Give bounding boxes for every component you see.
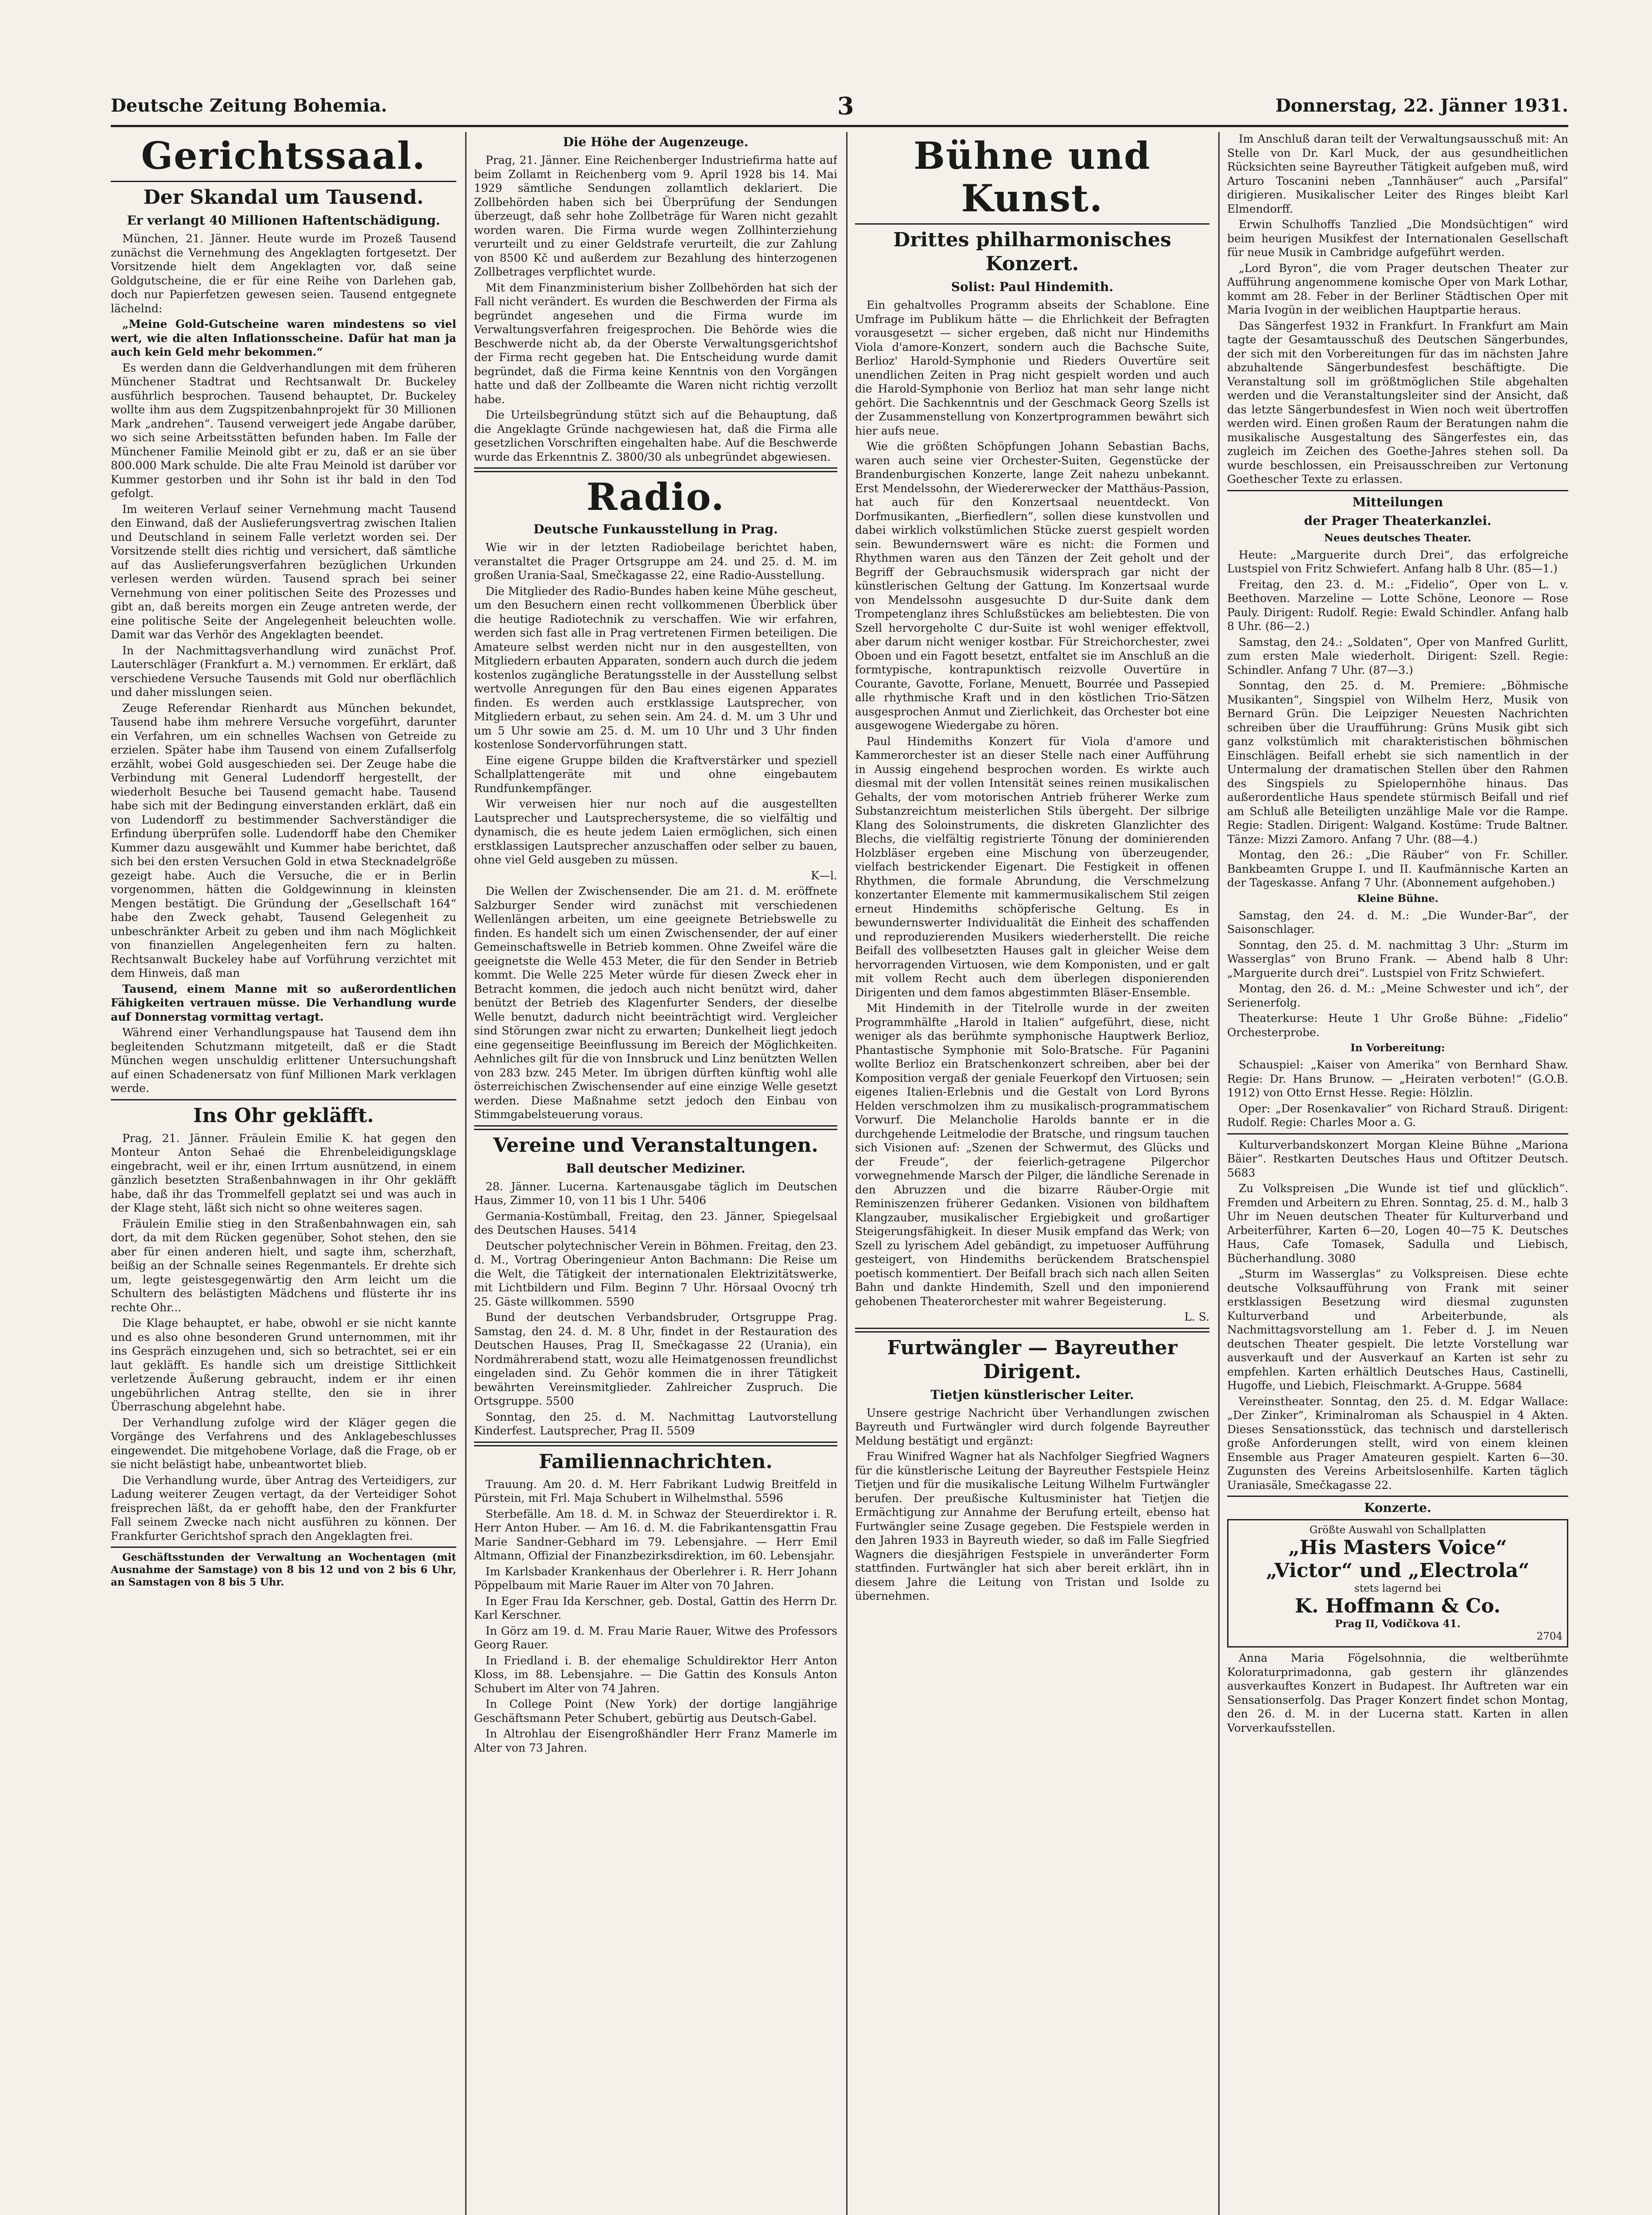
paragraph: Erwin Schulhoffs Tanzlied „Die Mondsüchtigen“ wird beim heurigen Musikfest der Internationalen Gesellschaft für neue Musik in Cambridge aufgeführt werden. (1227, 218, 1568, 259)
article-subtitle: Tietjen künstlerischer Leiter. (930, 1387, 1134, 1402)
divider (1227, 490, 1568, 491)
paragraph: Im Anschluß daran teilt der Verwaltungsausschuß mit: An Stelle von Dr. Karl Muck, der aus gesundheitlichen Rücksichten seine Bayreuther Tätigkeit aufgeben muß, wird Arturo Toscanini neben „Tannhäuser“ auch „Parsifal“ dirigieren. Musikalischer Leiter des Ringes bleibt Karl Elmendorff. (1227, 132, 1568, 215)
paragraph: In Eger Frau Ida Kerschner, geb. Dostal, Gattin des Herrn Dr. Karl Kerschner. (474, 1594, 837, 1621)
paragraph: Zu Volkspreisen „Die Wunde ist tief und glücklich“. Fremden und Arbeitern zu Ehren. Sonntag, 25. d. M., halb 3 Uhr im Neuen deutschen Theater für Kulturverband und Arbeiterführer, Karten 6—20, Logen 40—75 K. Deutsches Haus, Cafe Tomasek, Sadulla und Liebisch, Bücherhandlung. 3080 (1227, 1182, 1568, 1265)
paragraph: Wir verweisen hier nur noch auf die ausgestellten Lautsprecher und Lautsprechersysteme, die so vielfältig und dynamisch, die es heute jedem Laien ermöglichen, sich einen erstklassigen Lautsprecher anzuschaffen oder selber zu bauen, ohne viel Geld ausgeben zu müssen. (474, 797, 837, 866)
paragraph: Während einer Verhandlungspause hat Tausend dem ihn begleitenden Schutzmann mitgeteilt, daß er die Stadt München wegen unschuldig erlittener Untersuchungshaft auf einen Schadenersatz von fünf Millionen Mark verklagen werde. (111, 1026, 456, 1095)
column-2 (474, 132, 837, 2215)
paragraph: In College Point (New York) der dortige langjährige Geschäftsmann Peter Schubert, gebürtig aus Deutsch-Gabel. (474, 1698, 837, 1725)
article-subtitle: Ball deutscher Mediziner. (566, 1161, 746, 1176)
paragraph: Die Mitglieder des Radio-Bundes haben keine Mühe gescheut, um den Besuchern einen recht vollkommenen Überblick über die heutige Radiotechnik zu verschaffen. Wie wir erfahren, werden sich fast alle in Prag vertretenen Firmen beteiligen. Die Amateure selbst werden nicht nur in den ausgestellten, von Mitgliedern erbauten Apparaten, sondern auch durch die jedem kostenlos zugängliche Beratungsstelle in der Ausstellung selbst wertvolle Anregungen für den Bau eines eigenen Apparates finden. Es werden auch erstklassige Lautsprecher, von Mitgliedern erbaut, zu sehen sein. Am 24. d. M. um 3 Uhr und um 5 Uhr sowie am 25. d. M. um 10 Uhr und 3 Uhr finden kostenlose Sondervorführungen statt. (474, 584, 837, 751)
paragraph: Es werden dann die Geldverhandlungen mit dem früheren Münchener Stadtrat und Rechtsanwalt Dr. Buckeley ausführlich besprochen. Tausend behauptet, Dr. Buckeley wollte ihm aus dem Zugspitzenbahnprojekt für 30 Millionen Mark „andrehen“. Tausend verweigert jede Angabe darüber, wo sich seine Arbeitsstätten befunden haben. Im Falle der Münchener Familie Meinold gibt er zu, daß er an sie über 800.000 Mark schulde. Die alte Frau Meinold ist darüber vor Kummer gestorben und ihr Sohn ist ihr bald in den Tod gefolgt. (111, 361, 456, 500)
article-title: Ins Ohr gekläfft. (193, 1104, 374, 1127)
paragraph: Unsere gestrige Nachricht über Verhandlungen zwischen Bayreuth und Furtwängler wird durch folgende Bayreuther Meldung bestätigt und ergänzt: (855, 1406, 1209, 1447)
paragraph: Fräulein Emilie stieg in den Straßenbahnwagen ein, sah dort, da mit dem Rücken gegenüber, Sohot stehen, den sie aber für einen anderen hielt, und sagte ihm, scherzhaft, beißig an der Schnalle seines Regenmantels. Er drehte sich um, legte geistesgegenwärtig den Arm leicht um die Schultern des belästigten Mädchens und flüsterte ihr ins rechte Ohr... (111, 1217, 456, 1314)
column-divider (465, 132, 466, 2215)
paragraph: Der Verhandlung zufolge wird der Kläger gegen die Vorgänge des Verfahrens und des Anklagebeschlusses eingewendet. Die mitgehobene Vorlage, daß die Frage, ob er sie nicht belästigt habe, unbeantwortet blieb. (111, 1416, 456, 1471)
paragraph: Im weiteren Verlauf seiner Vernehmung macht Tausend den Einwand, daß der Auslieferungsvertrag zwischen Italien und Deutschland in seinem Falle verletzt worden sei. Der Vorsitzende stellt dies richtig und versichert, daß sämtliche auf das Auslieferungsverfahren bezüglichen Urkunden verlesen werden würden. Tausend sprach bei seiner Vernehmung von einer politischen Seite des Prozesses und gibt an, daß bereits morgen ein Zeuge antreten werde, der eine politische Seite der Angelegenheit beleuchten wolle. Damit war das Verhör des Angeklagten beendet. (111, 502, 456, 641)
paragraph: In der Nachmittagsverhandlung wird zunächst Prof. Lauterschläger (Frankfurt a. M.) vernommen. Er erklärt, daß verschiedene Versuche Tausends mit Gold nur oberflächlich und daher misslungen seien. (111, 644, 456, 699)
article-title: Der Skandal um Tausend. (143, 186, 424, 209)
header-page-number: 3 (837, 92, 854, 120)
record-shop-advertisement (1227, 1519, 1568, 1648)
paragraph: Trauung. Am 20. d. M. Herr Fabrikant Ludwig Breitfeld in Pürstein, mit Frl. Maja Schubert in Wilhelmsthal. 5596 (474, 1477, 837, 1504)
paragraph: In Görz am 19. d. M. Frau Marie Rauer, Witwe des Professors Georg Rauer. (474, 1624, 837, 1651)
theater-heading: Neues deutsches Theater. (1324, 532, 1471, 544)
header-rule (111, 125, 1568, 127)
paragraph: Anna Maria Fögelsohnnia, die weltberühmte Koloraturprimadonna, gab gestern ihr glänzendes ausverkauftes Konzert in Budapest. Ihr Auftreten war ein Sensationserfolg. Das Prager Konzert findet schon Montag, den 26. d. M. in der Lucerna statt. Karten in allen Vorverkaufsstellen. (1227, 1652, 1568, 1734)
office-hours-note: Geschäftsstunden der Verwaltung an Wochentagen (mit Ausnahme der Samstage) von 8 bis 12 und von 2 bis 6 Uhr, an Samstagen von 8 bis 5 Uhr. (111, 1551, 456, 1588)
paragraph: Im Karlsbader Krankenhaus der Oberlehrer i. R. Herr Johann Pöppelbaum mit Marie Rauer im Alter von 70 Jahren. (474, 1565, 837, 1592)
paragraph: Wie wir in der letzten Radiobeilage berichtet haben, veranstaltet die Prager Ortsgruppe am 24. und 25. d. M. im großen Urania-Saal, Smečkagasse 22, eine Radio-Ausstellung. (474, 541, 837, 582)
signature: L. S. (1184, 1310, 1209, 1323)
column-divider (846, 132, 847, 2215)
paragraph: Samstag, den 24. d. M.: „Die Wunder-Bar“, der Saisonschlager. (1227, 909, 1568, 936)
paragraph: Ein gehaltvolles Programm abseits der Schablone. Eine Umfrage im Publikum hätte — die Ehrlichkeit der Befragten vorausgesetzt — sicher ergeben, daß nicht nur Hindemiths Viola d'amore-Konzert, sondern auch die Bachsche Suite, Berlioz' Harold-Symphonie und Rieders Ouvertüre seit unendlichen Zeiten in Prag nicht gespielt worden und auch die Harold-Symphonie von Berlioz hat man sehr lange nicht gehört. Die Sachkenntnis und der Geschmack Georg Szells ist der Zusammenstellung von Konzertprogrammen bewährt sich hier aufs neue. (855, 299, 1209, 437)
column-divider (1218, 132, 1220, 2215)
article-title: Die Höhe der Augenzeuge. (563, 135, 749, 149)
paragraph: Mit Hindemith in der Titelrolle wurde in der zweiten Programmhälfte „Harold in Italien“ aufgeführt, diese, nicht weniger als das berühmte symphonische Hauptwerk Berlioz, Phantastische Symphonie mit Solo-Bratsche. Für Paganini wollte Berlioz ein Bratschenkonzert schreiben, aber bei der Komposition vergaß der geniale Feuerkopf den Virtuosen; sein eigenes Italien-Erlebnis und die Gestalt von Lord Byrons Helden verschmolzen ihm zu musikalisch-programmatischem Vorwurf. Die Melancholie Harolds bannte er in die durchgehende Leitmelodie der Bratsche, und ringsum tauchen sich Visionen auf: „Szenen der Schwermut, des Glücks und der Freude“, der feierlich-getragene Pilgerchor vorwegnehmende Marsch der Pilger, die ländliche Serenade in den Abruzzen und die bizarre Räuber-Orgie mit Reminiszenzen früherer Gedanken. Visionen von bildhaftem Klangzauber, musikalischer Ergiebigkeit und großartiger Steigerungsfähigkeit. In dieser Musik empfand das Werk; von Szell zu lyrischem Adel gebändigt, zu impetuoser Aufführung gesteigert, von Hindemiths berückendem Bratschenspiel poetisch kommentiert. Der Beifall brach sich nach allen Seiten Bahn und dankte Hindemith, Szell und den imponierend gehobenen Theaterorchester mit wahrer Begeisterung. (855, 1002, 1209, 1308)
section-title-arts: Bühne und Kunst. (913, 134, 1151, 220)
paragraph: Die Wellen der Zwischensender. Die am 21. d. M. eröffnete Salzburger Sender wird zunächst mit verschiedenen Wellenlängen arbeiten, um eine geeignete Betriebswelle zu finden. Es handelt sich um einen Zwischensender, der auf einer Gemeinschaftswelle in Betrieb kommen. Ohne Zweifel wäre die geeignetste die Welle 453 Meter, die für den Sender in Betrieb kommt. Die Welle 225 Meter würde für diesen Zweck eher in Betracht kommen, die jedoch auch nicht benützt wird, daher benützt der Betrieb des Klagenfurter Senders, der dieselbe Welle benutzt, dadurch nicht beeinträchtigt wird. Vergleicher sind Störungen zwar nicht zu erwarten; Dunkelheit liegt jedoch eine gegenseitige Beeinflussung im Bereich der Möglichkeiten. Aehnliches gilt für die von Innsbruck und Linz benützten Wellen von 283 bzw. 245 Meter. Im übrigen dürften künftig wohl alle österreichischen Zwischensender auf eine einzige Welle gesetzt werden. Diese Maßnahme setzt jedoch den Einbau von Stimmgabelsteuerung voraus. (474, 885, 837, 1121)
paragraph: Montag, den 26.: „Die Räuber“ von Fr. Schiller. Bankbeamten Gruppe I. und II. Kaufmännische Karten an der Tageskasse. Anfang 7 Uhr. (Abonnement aufgehoben.) (1227, 848, 1568, 889)
paragraph: Samstag, den 24.: „Soldaten“, Oper von Manfred Gurlitt, zum ersten Male wiederholt. Dirigent: Szell. Regie: Schindler. Anfang 7 Uhr. (87—3.) (1227, 635, 1568, 676)
section-title-events: Vereine und Veranstaltungen. (493, 1134, 818, 1157)
column-1 (111, 132, 456, 2215)
ad-number: 2704 (1536, 1631, 1563, 1642)
paragraph: „Sturm im Wasserglas“ zu Volkspreisen. Diese echte deutsche Volksaufführung von Frank mit seiner erstklassigen Besetzung wird diesmal zugunsten Kulturverband und Arbeiterbunde, als Nachmittagsvorstellung am 1. Feber d. J. im Neuen deutschen Theater gespielt. Die letzte Vorstellung war ausverkauft und der Ausverkauf an Karten ist sehr zu empfehlen. Karten erhältlich Deutsches Haus, Castinelli, Hugoffe, und Liebich, Fleischmarkt. A-Gruppe. 5684 (1227, 1267, 1568, 1392)
section-title-radio: Radio. (586, 475, 725, 519)
paragraph: Montag, den 26. d. M.: „Meine Schwester und ich“, der Serienerfolg. (1227, 982, 1568, 1009)
running-header (111, 92, 1568, 122)
article-title: Deutsche Funkausstellung in Prag. (533, 522, 778, 536)
ad-brand: „His Masters Voice“ (1288, 1536, 1507, 1559)
paragraph: Frau Winifred Wagner hat als Nachfolger Siegfried Wagners für die künstlerische Leitung der Bayreuther Festspiele Heinz Tietjen und für die musikalische Leitung Wilhelm Furtwängler berufen. Der preußische Kultusminister hat Tietjen die Ermächtigung zur Annahme der Berufung erteilt, ebenso hat Furtwängler seine Zusage gegeben. Die Festspiele werden in den Jahren 1933 in Bayreuth wieder, so daß im Falle Siegfried Wagners die diesjährigen Festspiele in unveränderter Form stattfinden. Furtwängler hat sich aber bereit erklärt, ihn in diesem Jahre die Leitung von Tristan und Isolde zu übernehmen. (855, 1450, 1209, 1602)
header-newspaper-name: Deutsche Zeitung Bohemia. (111, 95, 387, 116)
ad-address: Prag II, Vodičkova 41. (1335, 1618, 1461, 1630)
column-3 (855, 132, 1209, 2215)
header-date: Donnerstag, 22. Jänner 1931. (1275, 95, 1568, 116)
divider (855, 223, 1209, 225)
theater-heading: Kleine Bühne. (1357, 892, 1438, 905)
paragraph: Eine eigene Gruppe bilden die Kraftverstärker und speziell Schallplattengeräte mit und ohne eingebautem Rundfunkempfänger. (474, 754, 837, 795)
column-4 (1227, 132, 1568, 2215)
theater-subtitle: der Prager Theaterkanzlei. (1304, 513, 1492, 528)
paragraph: Germania-Kostümball, Freitag, den 23. Jänner, Spiegelsaal des Deutschen Hauses. 5414 (474, 1209, 837, 1236)
paragraph: Tausend, einem Manne mit so außerordentlichen Fähigkeiten vertrauen müsse. Die Verhandlung wurde auf Donnerstag vormittag vertagt. (111, 982, 456, 1023)
section-title-court: Gerichtssaal. (141, 134, 426, 178)
divider (111, 181, 456, 182)
divider (855, 1328, 1209, 1333)
paragraph: Mit dem Finanzministerium bisher Zollbehörden hat sich der Fall nicht verändert. Es wurden die Beschwerden der Firma als begründet angesehen und die Firma wurde im Verwaltungsverfahren freigesprochen. Die Behörde wies die Beschwerde nicht ab, da der Oberste Verwaltungsgerichtshof der Firma recht gegeben hat. Die Entscheidung wurde damit begründet, daß die Firma keine Kenntnis von den Vorgängen hatte und daß der Zollbeamte die Waren nicht richtig verzollt habe. (474, 281, 837, 406)
paragraph: Zeuge Referendar Rienhardt aus München bekundet, Tausend habe ihm mehrere Versuche vorgeführt, darunter ein Verfahren, um ein schnelles Wachsen von Getreide zu erzielen. Später habe ihm Tausend von einem Zufallserfolg erzählt, wobei Gold ausgeschieden sei. Der Zeuge habe die Verbindung mit General Ludendorff hergestellt, der wiederholt Besuche bei Tausend gemacht habe. Tausend habe sich mit der Bedingung einverstanden erklärt, daß ein von Ludendorff zu bestimmender Sachverständiger die Erfindung überprüfen solle. Ludendorff habe den Chemiker Kummer dazu ausgewählt und Kummer habe berichtet, daß sich bei den ersten Versuchen Gold in etwa Stecknadelgröße gezeigt habe. Auch die Versuche, die er in Berlin vorgenommen, hätten die Goldgewinnung in kleinsten Mengen bestätigt. Die Gründung der „Gesellschaft 164“ habe den Zweck gehabt, Tausend Gelegenheit zu unbeschränkter Arbeit zu geben und ihm nach Möglichkeit von finanziellen Angelegenheiten fern zu halten. Rechtsanwalt Buckeley habe auf Vorführung verzichtet mit dem Hinweis, daß man (111, 701, 456, 979)
paragraph: Sonntag, den 25. d. M. Premiere: „Böhmische Musikanten“, Singspiel von Wilhelm Herz, Musik von Bernard Grün. Die Leipziger Neuesten Nachrichten schreiben über die Uraufführung: Grüns Musik gibt sich ganz volkstümlich mit charakteristischen böhmischen Einschlägen. Beifall erhebt sie sich namentlich in der Untermalung der dramatischen Stellen über den Rahmen des Singspiels zu Spielopernhöhe hinaus. Das außerordentliche Haus spendete stürmisch Beifall und rief am Schluß alle Beteiligten unzählige Male vor die Rampe. Regie: Stadlen. Dirigent: Walgand. Kostüme: Trude Baltner. Tänze: Mizzi Zamoro. Anfang 7 Uhr. (88—4.) (1227, 679, 1568, 846)
theater-title: Mitteilungen (1352, 494, 1443, 509)
ad-brand: „Victor“ und „Electrola“ (1266, 1559, 1530, 1582)
paragraph: Bund der deutschen Verbandsbruder, Ortsgruppe Prag. Samstag, den 24. d. M. 8 Uhr, findet in der Restauration des Deutschen Hauses, Prag II, Smečkagasse 22 (Urania), ein Nordmährerabend statt, wozu alle Heimatgenossen freundlichst eingeladen sind. Zu Gehör kommen die in ihrer Tätigkeit bewährten Vereinsmitglieder. Zahlreicher Zuspruch. Die Ortsgruppe. 5500 (474, 1311, 837, 1407)
paragraph: Theaterkurse: Heute 1 Uhr Große Bühne: „Fidelio“ Orchesterprobe. (1227, 1012, 1568, 1039)
paragraph: Oper: „Der Rosenkavalier“ von Richard Strauß. Dirigent: Rudolf. Regie: Charles Moor a. G. (1227, 1102, 1568, 1129)
ad-line: Größte Auswahl von Schallplatten (1309, 1524, 1486, 1536)
paragraph: Paul Hindemiths Konzert für Viola d'amore und Kammerorchester ist an dieser Stelle nach einer Aufführung in Aussig eingehend besprochen worden. Es wirkte auch diesmal mit der vollen Intensität seines reinen musikalischen Gehalts, der vom motorischen Antrieb früherer Werke zum Substanzreichtum meisterlichen Stils übergeht. Der silbrige Klang des Soloinstruments, die diskreten Glanzlichter des Blechs, die vielfältig registrierte Tönung der dominierenden Holzbläser ergeben eine Mischung von überzeugender, vielfach bestrickender Eigenart. Die Festigkeit in offenen Rhythmen, die formale Abrundung, die Verschmelzung konzertanter Elemente mit kammermusikalischem Stil zeigen erneut Hindemiths schöpferische Geltung. Es in bewundernswerter Individualität die Einheit des schaffenden und reproduzierenden Musikers wiederherstellt. Die reiche Beifall des vollbesetzten Hauses galt in gleicher Weise dem hervorragenden Virtuosen, wie dem Komponisten, und er galt mit vollem Recht auch dem überlegen disponierenden Dirigenten und dem famos abgestimmten Bläser-Ensemble. (855, 734, 1209, 999)
paragraph: Sonntag, den 25. d. M. Nachmittag Lautvorstellung Kinderfest. Lautsprecher, Prag II. 5509 (474, 1410, 837, 1437)
paragraph: Die Klage behauptet, er habe, obwohl er sie nicht kannte und es also ohne besonderen Grund unternommen, mit ihr ins Gespräch einzugehen und, sich so betrachtet, sei er ein laut gekläfft. Es handle sich um dreistige Sittlichkeit verletzende Äußerung gebraucht, indem er ihr einen ungebührlichen Antrag stellte, den sie in ihrer Überraschung abgelehnt habe. (111, 1317, 456, 1413)
divider (1227, 1496, 1568, 1497)
article-subtitle: Solist: Paul Hindemith. (951, 280, 1114, 294)
paragraph: Vereinstheater. Sonntag, den 25. d. M. Edgar Wallace: „Der Zinker“, Kriminalroman als Schauspiel in 4 Akten. Dieses Sensationsstück, das technisch und darstellerisch große Anforderungen stellt, wird von einem kleinen Ensemble aus Prager Amateuren gespielt. Karten 6—30. Zugunsten des Vereins Arbeitslosenhilfe. Karten täglich Uraniasäle, Smečkagasse 22. (1227, 1395, 1568, 1492)
divider (111, 1547, 456, 1548)
paragraph: In Altrohlau der Eisengroßhändler Herr Franz Mamerle im Alter von 73 Jahren. (474, 1727, 837, 1754)
paragraph: Deutscher polytechnischer Verein in Böhmen. Freitag, den 23. d. M., Vortrag Oberingenieur Anton Bachmann: Die Reise um die Welt, die Tätigkeit der internationalen Elektrizitätswerke, mit Lichtbildern und Film. Beginn 7 Uhr. Hörsaal Ovocný trh 25. Gäste willkommen. 5590 (474, 1239, 837, 1308)
paragraph: Heute: „Marguerite durch Drei“, das erfolgreiche Lustspiel von Fritz Schwiefert. Anfang halb 8 Uhr. (85—1.) (1227, 548, 1568, 575)
article-subtitle: Er verlangt 40 Millionen Haftentschädigung. (127, 213, 440, 228)
article-title: Furtwängler — Bayreuther Dirigent. (887, 1336, 1178, 1383)
paragraph: Das Sängerfest 1932 in Frankfurt. In Frankfurt am Main tagte der Gesamtausschuß des Deutschen Sängerbundes, der sich mit den Vorbereitungen für das im nächsten Jahre abzuhaltende Sängerbundesfest beschäftigte. Die Veranstaltung soll im größtmöglichen Stile abgehalten werden und die Veranstaltungsleiter sind der Ansicht, daß das letzte Sängerbundesfest in Wien noch weit übertroffen werden wird. Einen großen Raum der Beratungen nahm die musikalische Ausgestaltung des Sängerfestes ein, das zugleich im Zeichen des Goethe-Jahres stehen soll. Da wurde beschlossen, ein Preisausschreiben zur Vertonung Goethescher Texte zu erlassen. (1227, 319, 1568, 486)
paragraph: Sterbefälle. Am 18. d. M. in Schwaz der Steuerdirektor i. R. Herr Anton Huber. — Am 16. d. M. die Fabrikantensgattin Frau Marie Sandner-Gebhard im 79. Lebensjahre. — Herr Emil Altmann, Offizial der Finanzbezirksdirektion, im 60. Lebensjahr. (474, 1507, 837, 1562)
theater-heading: In Vorbereitung: (1350, 1042, 1445, 1054)
signature: K—l. (811, 869, 837, 882)
divider (474, 1125, 837, 1130)
paragraph: Die Urteilsbegründung stützt sich auf die Behauptung, daß die Angeklagte Gründe nachgewiesen hat, daß die Firma alle gesetzlichen Vorschriften eingehalten habe. Auf die Beschwerde wurde das Erkenntnis Z. 3800/30 als unbegründet abgewiesen. (474, 408, 837, 463)
paragraph: Prag, 21. Jänner. Fräulein Emilie K. hat gegen den Monteur Anton Sehaé die Ehrenbeleidigungsklage eingebracht, weil er ihr, einen Irrtum ausnützend, in einem gänzlich besetzten Straßenbahnwagen in ihr Ohr gekläfft habe, daß ihr das Trommelfell geplatzt sei und was auch in der Klage steht, läßt sich nicht so ohne weiteres sagen. (111, 1131, 456, 1214)
ad-company: K. Hoffmann & Co. (1294, 1595, 1501, 1617)
paragraph: „Lord Byron“, die vom Prager deutschen Theater zur Aufführung angenommene komische Oper von Mark Lothar, kommt am 28. Feber in der Berliner Städtischen Oper mit Maria Ivogün in der weiblichen Hauptpartie heraus. (1227, 261, 1568, 316)
divider (1227, 1133, 1568, 1135)
paragraph: Sonntag, den 25. d. M. nachmittag 3 Uhr: „Sturm im Wasserglas“ von Bruno Frank. — Abend halb 8 Uhr: „Marguerite durch drei“. Lustspiel von Fritz Schwiefert. (1227, 938, 1568, 979)
paragraph: Schauspiel: „Kaiser von Amerika“ von Bernhard Shaw. Regie: Dr. Hans Brunow. — „Heiraten verboten!“ (G.O.B. 1912) von Otto Ernst Hesse. Regie: Hölzlin. (1227, 1058, 1568, 1099)
article-title: Drittes philharmonisches Konzert. (893, 229, 1171, 275)
paragraph: In Friedland i. B. der ehemalige Schuldirektor Herr Anton Kloss, im 88. Lebensjahre. — Die Gattin des Konsuls Anton Schubert im Alter von 74 Jahren. (474, 1654, 837, 1695)
concerts-title: Konzerte. (1364, 1500, 1431, 1515)
paragraph-quote: „Meine Gold-Gutscheine waren mindestens so viel wert, wie die alten Inflationsscheine. Dafür hat man ja auch kein Geld mehr bekommen.“ (111, 318, 456, 358)
paragraph: 28. Jänner. Lucerna. Kartenausgabe täglich im Deutschen Haus, Zimmer 10, von 11 bis 1 Uhr. 5406 (474, 1180, 837, 1207)
section-title-family: Familiennachrichten. (539, 1450, 773, 1473)
paragraph: München, 21. Jänner. Heute wurde im Prozeß Tausend zunächst die Vernehmung des Angeklagten fortgesetzt. Der Vorsitzende hielt dem Angeklagten vor, daß seine Goldgutscheine, die er für eine Reihe von Darlehen gab, doch nur Papierfetzen gewesen seien. Tausend entgegnete lächelnd: (111, 232, 456, 315)
paragraph: Freitag, den 23. d. M.: „Fidelio“, Oper von L. v. Beethoven. Marzeline — Lotte Schöne, Leonore — Rose Pauly. Dirigent: Rudolf. Regie: Ewald Schindler. Anfang halb 8 Uhr. (86—2.) (1227, 578, 1568, 633)
divider (111, 1099, 456, 1100)
paragraph: Die Verhandlung wurde, über Antrag des Verteidigers, zur Ladung weiterer Zeugen vertagt, da der Verteidiger Sohot freisprechen läßt, da er gehofft habe, den der Frankfurter Fall seinem Zwecke nach nicht ausführen zu können. Der Frankfurter Gerichtshof sprach den Angeklagten frei. (111, 1473, 456, 1543)
paragraph: Prag, 21. Jänner. Eine Reichenberger Industriefirma hatte auf beim Zollamt in Reichenberg vom 9. April 1928 bis 14. Mai 1929 sämtliche Sendungen zollamtlich deklariert. Die Zollbehörden haben sich bei Überprüfung der Sendungen überzeugt, daß sehr hohe Zollbeträge für Waren nicht gezahlt worden waren. Die Firma wurde wegen Zollhinterziehung verurteilt und zu einer Geldstrafe verurteilt, die zur Zahlung von 8500 Kč und außerdem zur Bezahlung des hinterzogenen Zollbetrages verpflichtet wurde. (474, 154, 837, 278)
divider (474, 467, 837, 472)
ad-line: stets lagernd bei (1354, 1583, 1441, 1594)
paragraph: Kulturverbandskonzert Morgan Kleine Bühne „Mariona Bäier“. Restkarten Deutsches Haus und Oftitzer Deutsch. 5683 (1227, 1138, 1568, 1179)
paragraph: Wie die größten Schöpfungen Johann Sebastian Bachs, waren auch seine vier Orchester-Suiten, Gegenstücke der Brandenburgischen Konzerte, lange Zeit nahezu unbekannt. Erst Mendelssohn, der Wiedererwecker der Matthäus-Passion, hat auch für den Konzertsaal neuentdeckt. Von Dorfmusikanten, „Bierfiedlern“, sollen diese kunstvollen und dabei wirklich volkstümlichen Stücke zuerst gespielt worden sein. Bewundernswert wäre es nicht: die Formen und Rhythmen waren aus den Tänzen der Zeit geholt und der Begriff der Gebrauchsmusik widersprach gar nicht der künstlerischen Geltung der Gattung. Im Konzertsaal wurde von Mendelssohn ausgesuchte D dur-Suite dank dem Trompetenglanz ihres Schlußstückes am beliebtesten. Die von Szell hervorgeholte C dur-Suite ist wohl weniger effektvoll, aber darum nicht weniger kostbar. Für Streichorchester, zwei Oboen und ein Fagott besetzt, entfaltet sie im Anschluß an die formtypische, kontrapunktisch reizvolle Ouvertüre in Courante, Gavotte, Forlane, Menuett, Bourrée und Passepied alle rhythmische Kraft und in den köstlichen Trio-Sätzen ausgesprochen Anmut und Zierlichkeit, das Orchester bot eine ausgewogene Wiedergabe zu hören. (855, 440, 1209, 732)
divider (474, 1442, 837, 1446)
